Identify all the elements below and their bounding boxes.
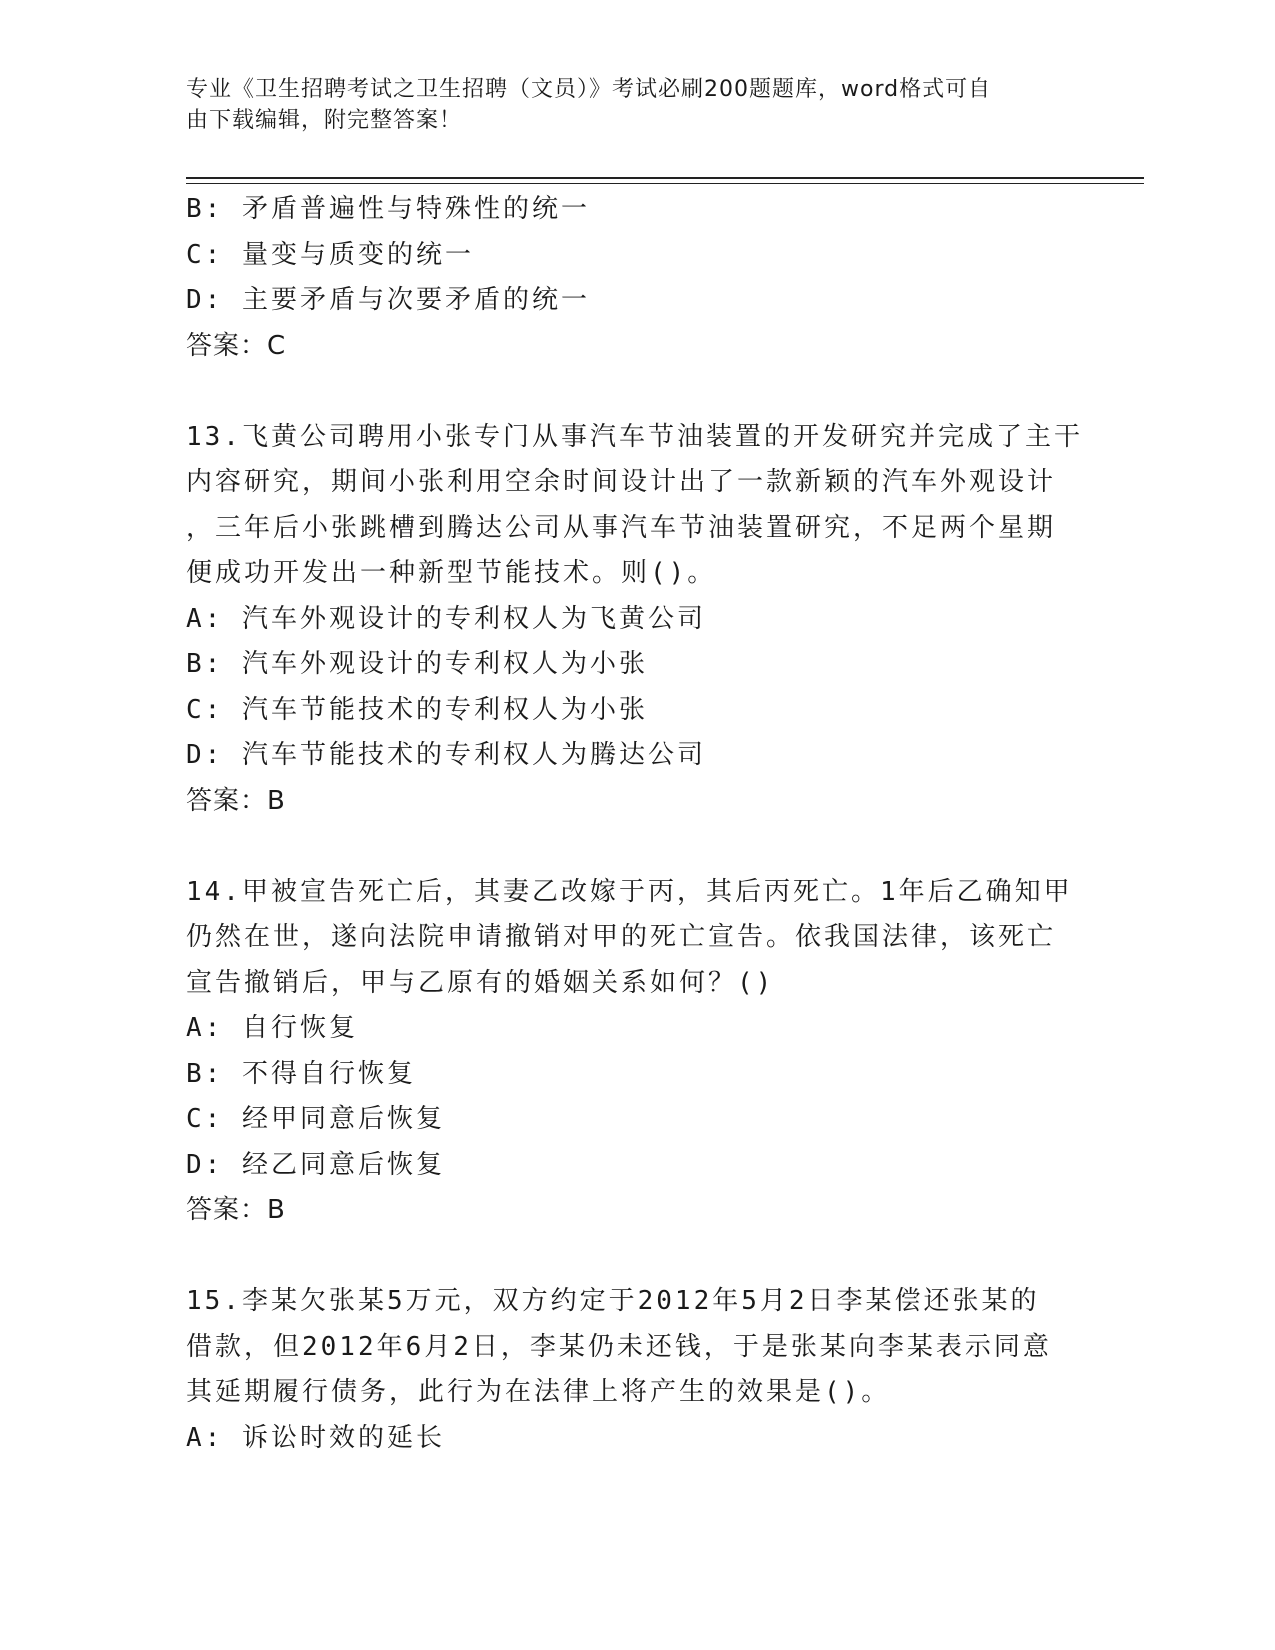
question-12 [186,187,1106,369]
answer: 答案：B [186,1195,286,1225]
option-a: A: 诉讼时效的延长 [186,1422,445,1453]
spacer [186,824,1106,870]
question-stem-line: 便成功开发出一种新型节能技术。则()。 [186,558,717,588]
question-stem-line: 15.李某欠张某5万元，双方约定于2012年5月2日李某偿还张某的 [186,1286,1040,1316]
question-stem-line: 借款，但2012年6月2日，李某仍未还钱，于是张某向李某表示同意 [186,1331,1052,1362]
header-line-1: 专业《卫生招聘考试之卫生招聘（文员）》考试必刷200题题库，word格式可自 [186,77,992,102]
option-a: A: 汽车外观设计的专利权人为飞黄公司 [186,603,706,634]
question-stem-line: 内容研究，期间小张利用空余时间设计出了一款新颖的汽车外观设计 [186,467,1057,497]
option-d: D: 汽车节能技术的专利权人为腾达公司 [186,740,706,770]
option-c: C: 汽车节能技术的专利权人为小张 [186,694,648,725]
option-b: B: 不得自行恢复 [186,1058,416,1089]
question-stem-line: 13.飞黄公司聘用小张专门从事汽车节油装置的开发研究并完成了主干 [186,421,1083,452]
option-d: D: 主要矛盾与次要矛盾的统一 [186,285,590,315]
question-stem-line: 宣告撤销后，甲与乙原有的婚姻关系如何？() [186,967,775,998]
spacer [186,369,1106,415]
answer: 答案：C [186,330,287,361]
option-c: C: 量变与质变的统一 [186,239,474,270]
question-stem-line: ，三年后小张跳槽到腾达公司从事汽车节油装置研究，不足两个星期 [186,512,1057,543]
question-stem-line: 仍然在世，遂向法院申请撤销对甲的死亡宣告。依我国法律，该死亡 [186,922,1057,952]
option-c: C: 经甲同意后恢复 [186,1104,445,1134]
header-rule-thick [186,177,1144,179]
option-b: B: 矛盾普遍性与特殊性的统一 [186,194,590,224]
question-stem-line: 14.甲被宣告死亡后，其妻乙改嫁于丙，其后丙死亡。1年后乙确知甲 [186,876,1073,907]
spacer [186,1234,1106,1280]
option-d: D: 经乙同意后恢复 [186,1149,445,1180]
answer: 答案：B [186,785,286,816]
option-b: B: 汽车外观设计的专利权人为小张 [186,649,648,679]
option-a: A: 自行恢复 [186,1013,358,1043]
page-header [186,74,1066,136]
document-body [186,187,1106,1461]
header-rule-thin [186,183,1144,184]
question-13 [186,415,1106,825]
header-line-2: 由下载编辑，附完整答案！ [186,108,463,133]
question-stem-line: 其延期履行债务，此行为在法律上将产生的效果是()。 [186,1377,891,1407]
question-15 [186,1279,1106,1461]
question-14 [186,870,1106,1234]
